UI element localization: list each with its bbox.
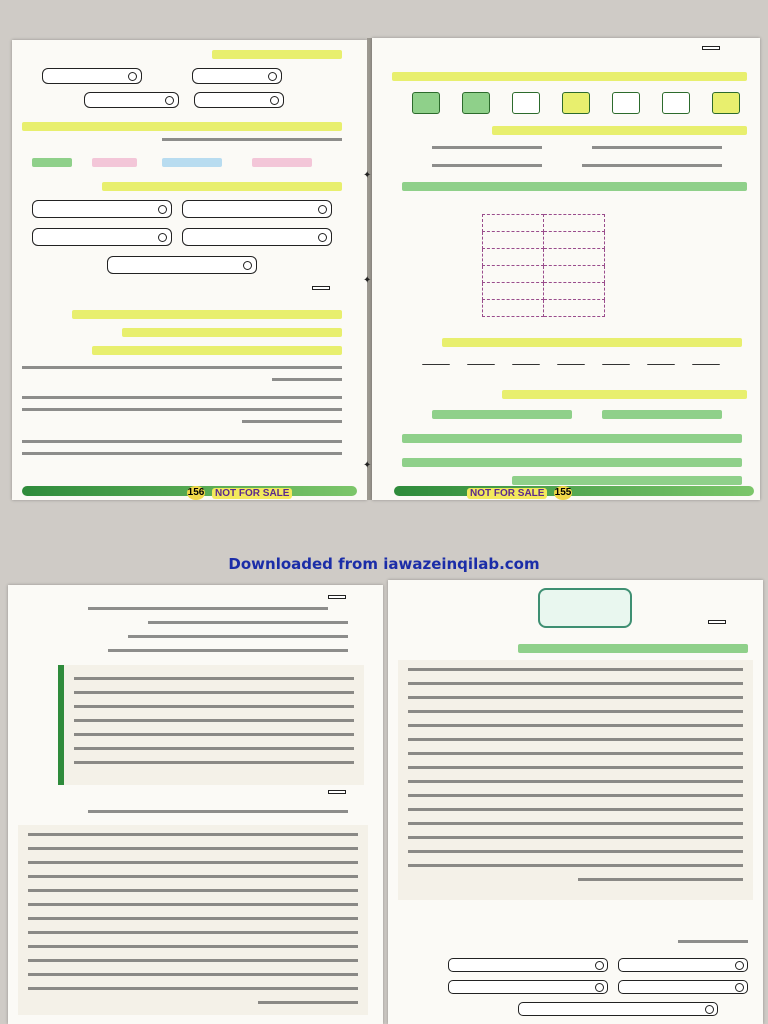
text-line: [408, 836, 743, 839]
star-icon: ✦: [363, 460, 372, 471]
star-icon: ✦: [363, 275, 372, 286]
text-line: [74, 761, 354, 764]
text-line: [408, 752, 743, 755]
text-line: [408, 864, 743, 867]
text-line: [432, 146, 542, 149]
page-top-right: [372, 38, 760, 500]
answer-box: [192, 68, 282, 84]
option-circle-icon: [595, 961, 604, 970]
text-line: [408, 822, 743, 825]
text-line: [408, 780, 743, 783]
text-line: [272, 378, 342, 381]
story-text-block: [398, 660, 753, 900]
text-line: [242, 420, 342, 423]
not-for-sale-label: NOT FOR SALE: [467, 488, 547, 499]
fill-blank-box: [182, 228, 332, 246]
text-line: [408, 794, 743, 797]
text-line: [128, 635, 348, 638]
word-arrow-chip: [647, 364, 675, 365]
text-line: [162, 138, 342, 141]
section-title: [312, 286, 330, 290]
question-box: [618, 958, 748, 972]
text-line: [22, 452, 342, 455]
option-circle-icon: [268, 72, 277, 81]
option-circle-icon: [158, 233, 167, 242]
exercise-instruction-highlight: [392, 72, 747, 81]
word-arrow-chip: [557, 364, 585, 365]
exercise-instruction-highlight: [72, 310, 342, 319]
answer-box: [42, 68, 142, 84]
word-chip: [612, 92, 640, 114]
word-chip: [512, 92, 540, 114]
story-text-block: [58, 665, 364, 785]
text-line: [408, 668, 743, 671]
option-circle-icon: [165, 96, 174, 105]
question-box: [448, 980, 608, 994]
text-line: [28, 959, 358, 962]
option-circle-icon: [735, 983, 744, 992]
sentence-highlight: [602, 410, 722, 419]
exercise-instruction-highlight: [102, 182, 342, 191]
option-circle-icon: [158, 205, 167, 214]
section-title: [328, 595, 346, 599]
answer-box: [84, 92, 179, 108]
text-line: [592, 146, 722, 149]
text-line: [108, 649, 348, 652]
page-number: 155: [554, 487, 572, 498]
fill-blank-box: [32, 228, 172, 246]
text-line: [148, 621, 348, 624]
star-icon: ✦: [363, 170, 372, 181]
page-bottom-left: [8, 585, 383, 1024]
word-arrow-chip: [602, 364, 630, 365]
text-line: [408, 710, 743, 713]
exercise-instruction-highlight: [212, 50, 342, 59]
option-circle-icon: [318, 233, 327, 242]
source-url-banner: Downloaded from iawazeinqilab.com: [228, 555, 540, 573]
text-line: [408, 696, 743, 699]
option-circle-icon: [270, 96, 279, 105]
word-chip: [462, 92, 490, 114]
text-line: [408, 808, 743, 811]
text-line: [28, 973, 358, 976]
text-line: [22, 408, 342, 411]
exercise-instruction-highlight: [518, 644, 748, 653]
text-line: [408, 850, 743, 853]
section-title: [708, 620, 726, 624]
option-circle-icon: [243, 261, 252, 270]
word-chip: [92, 158, 137, 167]
sentence-highlight: [402, 458, 742, 467]
text-line: [22, 440, 342, 443]
text-line: [88, 607, 328, 610]
text-line: [582, 164, 722, 167]
text-line: [408, 738, 743, 741]
fill-blank-box: [107, 256, 257, 274]
page-number: 156: [187, 487, 205, 498]
text-line: [88, 810, 348, 813]
text-line: [28, 861, 358, 864]
reading-text-block: [18, 825, 368, 1015]
text-line: [28, 847, 358, 850]
sentence-highlight: [432, 410, 572, 419]
exercise-instruction-highlight: [442, 338, 742, 347]
text-line: [408, 766, 743, 769]
questions-heading: [678, 940, 748, 943]
section-title: [702, 46, 720, 50]
text-line: [74, 691, 354, 694]
exercise-instruction-highlight: [502, 390, 747, 399]
question-box: [448, 958, 608, 972]
text-line: [408, 724, 743, 727]
text-line: [28, 917, 358, 920]
word-chip: [662, 92, 690, 114]
word-chip: [162, 158, 222, 167]
exercise-instruction-highlight: [492, 126, 747, 135]
text-line: [74, 733, 354, 736]
section-title: [328, 790, 346, 794]
text-line: [74, 705, 354, 708]
word-arrow-chip: [512, 364, 540, 365]
word-arrow-chip: [422, 364, 450, 365]
option-circle-icon: [705, 1005, 714, 1014]
text-line: [28, 945, 358, 948]
text-line: [28, 833, 358, 836]
text-line: [22, 396, 342, 399]
option-circle-icon: [318, 205, 327, 214]
text-line: [28, 987, 358, 990]
fill-blank-box: [182, 200, 332, 218]
text-line: [28, 889, 358, 892]
text-line: [432, 164, 542, 167]
exercise-instruction-highlight: [122, 328, 342, 337]
page-bottom-right: [388, 580, 763, 1024]
word-arrow-chip: [692, 364, 720, 365]
question-box: [518, 1002, 718, 1016]
word-chip: [712, 92, 740, 114]
word-arrow-chip: [467, 364, 495, 365]
exercise-instruction-highlight: [402, 182, 747, 191]
text-line: [22, 366, 342, 369]
question-box: [618, 980, 748, 994]
word-chip: [412, 92, 440, 114]
exercise-instruction-highlight: [92, 346, 342, 355]
word-chip: [562, 92, 590, 114]
exercise-instruction-highlight: [22, 122, 342, 131]
option-circle-icon: [735, 961, 744, 970]
text-line: [258, 1001, 358, 1004]
word-chip: [252, 158, 312, 167]
page-footer-bar: [394, 486, 754, 496]
option-circle-icon: [595, 983, 604, 992]
not-for-sale-label: NOT FOR SALE: [212, 488, 292, 499]
page-top-left: [12, 40, 367, 500]
option-circle-icon: [128, 72, 137, 81]
text-line: [408, 682, 743, 685]
word-table: [482, 214, 605, 317]
text-line: [578, 878, 743, 881]
sentence-highlight: [512, 476, 742, 485]
word-chip: [32, 158, 72, 167]
text-line: [28, 931, 358, 934]
answer-box: [194, 92, 284, 108]
text-line: [28, 903, 358, 906]
text-line: [74, 677, 354, 680]
chapter-badge: [538, 588, 632, 628]
text-line: [74, 747, 354, 750]
fill-blank-box: [32, 200, 172, 218]
text-line: [28, 875, 358, 878]
text-line: [74, 719, 354, 722]
sentence-highlight: [402, 434, 742, 443]
